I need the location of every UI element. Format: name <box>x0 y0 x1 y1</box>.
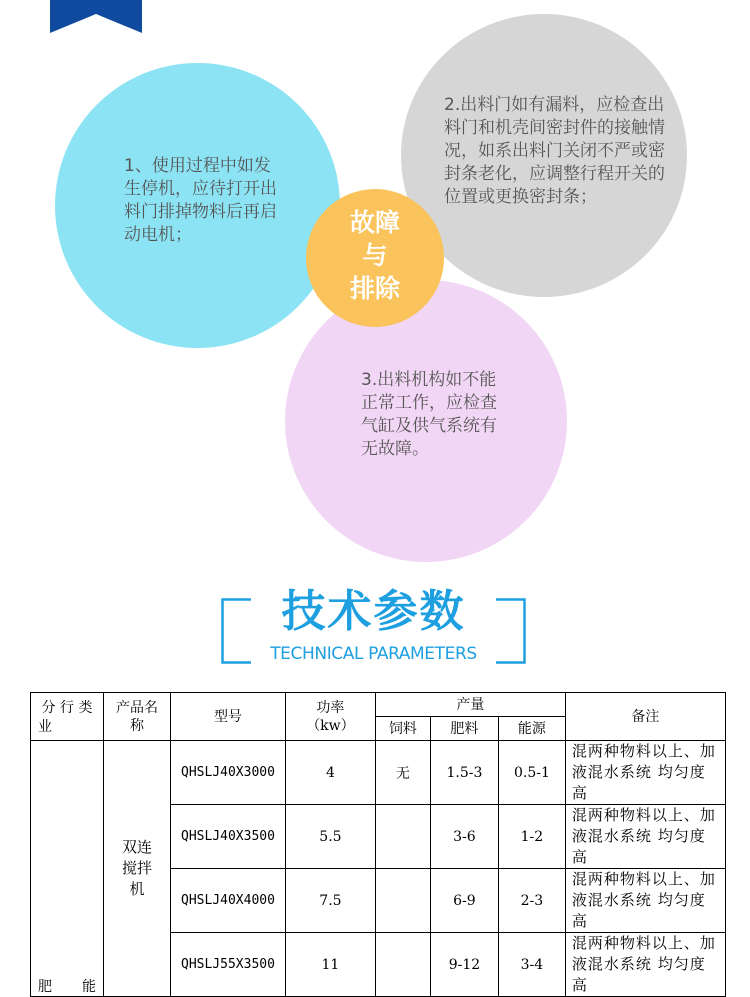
fertilizer-cell: 3-6 <box>430 805 498 869</box>
product-name-cell: 双连搅拌机 <box>104 741 171 997</box>
fertilizer-cell: 1.5-3 <box>430 741 498 805</box>
header-output: 产量 <box>375 693 565 717</box>
parameters-table <box>30 692 726 997</box>
center-title-line-2: 与 <box>362 241 388 270</box>
tip-1-text: 1、使用过程中如发生停机，应待打开出料门排掉物料后再启动电机； <box>124 156 277 245</box>
energy-cell: 1-2 <box>498 805 565 869</box>
tech-title: 技术参数 <box>281 586 466 637</box>
power-cell: 7.5 <box>285 869 375 933</box>
header-category: 分 行 类 业 <box>31 693 104 741</box>
ribbon-decoration <box>50 0 142 33</box>
header-power: 功率（kw） <box>285 693 375 741</box>
remarks-cell: 混两种物料以上、加液混水系统 均匀度高 <box>565 933 725 997</box>
header-output-feed: 饲料 <box>375 717 430 741</box>
header-output-energy: 能源 <box>498 717 565 741</box>
power-cell: 5.5 <box>285 805 375 869</box>
energy-cell: 2-3 <box>498 869 565 933</box>
energy-cell: 3-4 <box>498 933 565 997</box>
power-cell: 4 <box>285 741 375 805</box>
feed-cell <box>375 869 430 933</box>
fertilizer-cell: 6-9 <box>430 869 498 933</box>
ribbon-shape <box>50 0 142 33</box>
remarks-cell: 混两种物料以上、加液混水系统 均匀度高 <box>565 805 725 869</box>
remarks-cell: 混两种物料以上、加液混水系统 均匀度高 <box>565 741 725 805</box>
model-cell: QHSLJ40X3500 <box>171 805 286 869</box>
category-cell: 肥 能 <box>31 741 104 997</box>
table-row <box>31 741 726 805</box>
header-model: 型号 <box>171 693 286 741</box>
feed-cell <box>375 933 430 997</box>
feed-cell: 无 <box>375 741 430 805</box>
model-cell: QHSLJ55X3500 <box>171 933 286 997</box>
model-cell: QHSLJ40X3000 <box>171 741 286 805</box>
center-title <box>306 206 444 305</box>
remarks-cell: 混两种物料以上、加液混水系统 均匀度高 <box>565 869 725 933</box>
model-cell: QHSLJ40X4000 <box>171 869 286 933</box>
tip-3-text: 3.出料机构如不能正常工作，应检查气缸及供气系统有无故障。 <box>361 370 497 459</box>
energy-cell: 0.5-1 <box>498 741 565 805</box>
header-product-name: 产品名称 <box>104 693 171 741</box>
header-output-fertilizer: 肥料 <box>430 717 498 741</box>
header-remarks: 备注 <box>565 693 725 741</box>
fertilizer-cell: 9-12 <box>430 933 498 997</box>
center-title-line-3: 排除 <box>349 274 400 303</box>
tech-subtitle: TECHNICAL PARAMETERS <box>270 644 477 664</box>
center-title-line-1: 故障 <box>349 208 400 237</box>
power-cell: 11 <box>285 933 375 997</box>
feed-cell <box>375 805 430 869</box>
tip-2-text: 2.出料门如有漏料，应检查出料门和机壳间密封件的接触情况，如系出料门关闭不严或密封条老化，应调整行程开关的位置或更换密封条； <box>444 95 665 207</box>
